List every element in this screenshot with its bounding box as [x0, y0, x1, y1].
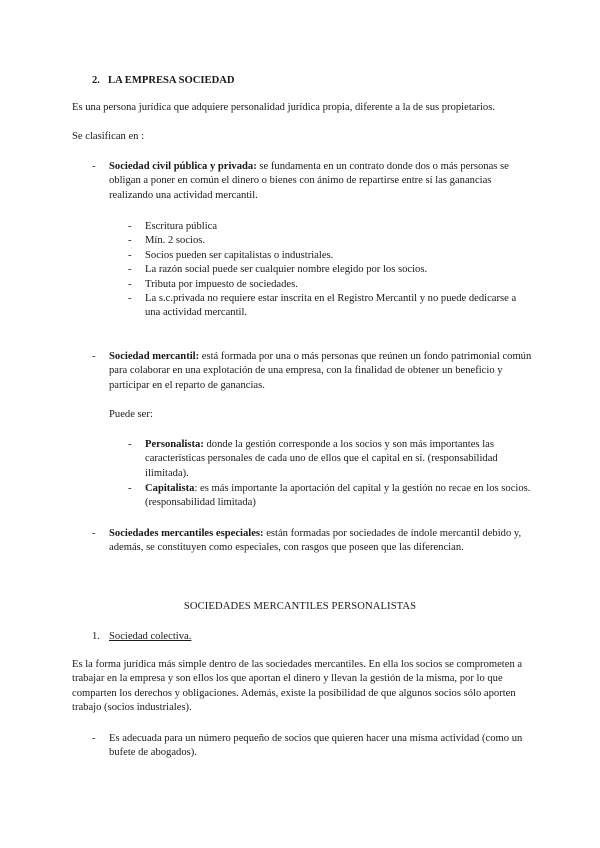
sub-heading-title: Sociedad colectiva.: [109, 631, 192, 642]
list-item-sociedad-civil: [92, 160, 534, 203]
list-item-sociedad-mercantil: [92, 350, 534, 393]
list-item: - La razón social puede ser cualquier nombre elegido por los socios.: [128, 264, 428, 276]
item-text: está formada por una o más personas que reúnen un fondo patrimonial común para colaborar en una explotación de una empresa, con la finalidad de obtener un beneficio y participar en el reparto de ganancias.: [109, 351, 532, 391]
item-text: se fundamenta en un contrato donde dos o más personas se obligan a poner en común el dinero o bienes con ánimo de repartirse entre sí las ganancias realizando una actividad mercantil.: [109, 161, 509, 201]
item-bold-label: Capitalista: [145, 483, 195, 494]
item-text: están formadas por sociedades de índole mercantil debido y, además, se constituyen como especiales, con rasgos que poseen que las diferencian.: [109, 528, 522, 554]
list-item: - Socios pueden ser capitalistas o industriales.: [128, 249, 334, 261]
section-heading: [92, 74, 235, 88]
list-dash: -: [128, 439, 132, 450]
list-dash: -: [92, 528, 96, 539]
item-bold-label: Sociedades mercantiles especiales:: [109, 528, 264, 539]
classify-label: Se clasifican en :: [72, 131, 145, 142]
sub-heading-number: 1.: [92, 631, 100, 642]
list-item: - Tributa por impuesto de sociedades.: [128, 278, 298, 290]
item-text: Es adecuada para un número pequeño de socios que quieren hacer una misma actividad (como un bufete de abogados).: [109, 733, 523, 759]
list-item: - La s.c.privada no requiere estar inscrita en el Registro Mercantil y no puede dedicarse a una actividad mercantil.: [128, 292, 517, 319]
item-text: donde la gestión corresponde a los socios y son más importantes las características personales de cada uno de ellos que el capital en sí. (responsabilidad ilimitada).: [145, 439, 498, 479]
sub-heading: [92, 630, 191, 644]
heading-number: 2.: [92, 75, 100, 86]
list-dash: -: [92, 351, 96, 362]
list-item: - Mín. 2 socios.: [128, 235, 206, 247]
list-dash: -: [128, 483, 132, 494]
item-bold-label: Sociedad civil pública y privada:: [109, 161, 257, 172]
sub-item-capitalista: [128, 482, 534, 511]
heading-title: LA EMPRESA SOCIEDAD: [108, 75, 235, 86]
item-bold-label: Sociedad mercantil:: [109, 351, 200, 362]
colectiva-paragraph: Es la forma jurídica más simple dentro de las sociedades mercantiles. En ella los socios se comprometen a trabajar en la empresa y son ellos los que aportan el dinero y llevan la gestión de la misma, por lo que comparten los derechos y obligaciones. Además, existe la posibilidad de que algunos socios sólo aporten trabajo (socios industriales).: [72, 659, 523, 714]
list-dash: -: [92, 161, 96, 172]
list-item-sociedades-especiales: [92, 527, 534, 556]
list-item: - Escritura pública: [128, 221, 218, 232]
item-text: : es más importante la aportación del capital y la gestión no recae en los socios. (responsabilidad limitada): [145, 483, 531, 509]
item-bold-label: Personalista:: [145, 439, 204, 450]
sub-item-personalista: [128, 438, 534, 481]
list-item-colectiva: [92, 732, 534, 761]
sub-list-sociedad-civil: [128, 220, 534, 321]
puede-ser-label: Puede ser:: [109, 409, 153, 420]
section-title: SOCIEDADES MERCANTILES PERSONALISTAS: [183, 601, 417, 612]
list-dash: -: [92, 733, 96, 744]
intro-paragraph: Es una persona jurídica que adquiere personalidad jurídica propia, diferente a la de sus propietarios.: [72, 102, 496, 113]
